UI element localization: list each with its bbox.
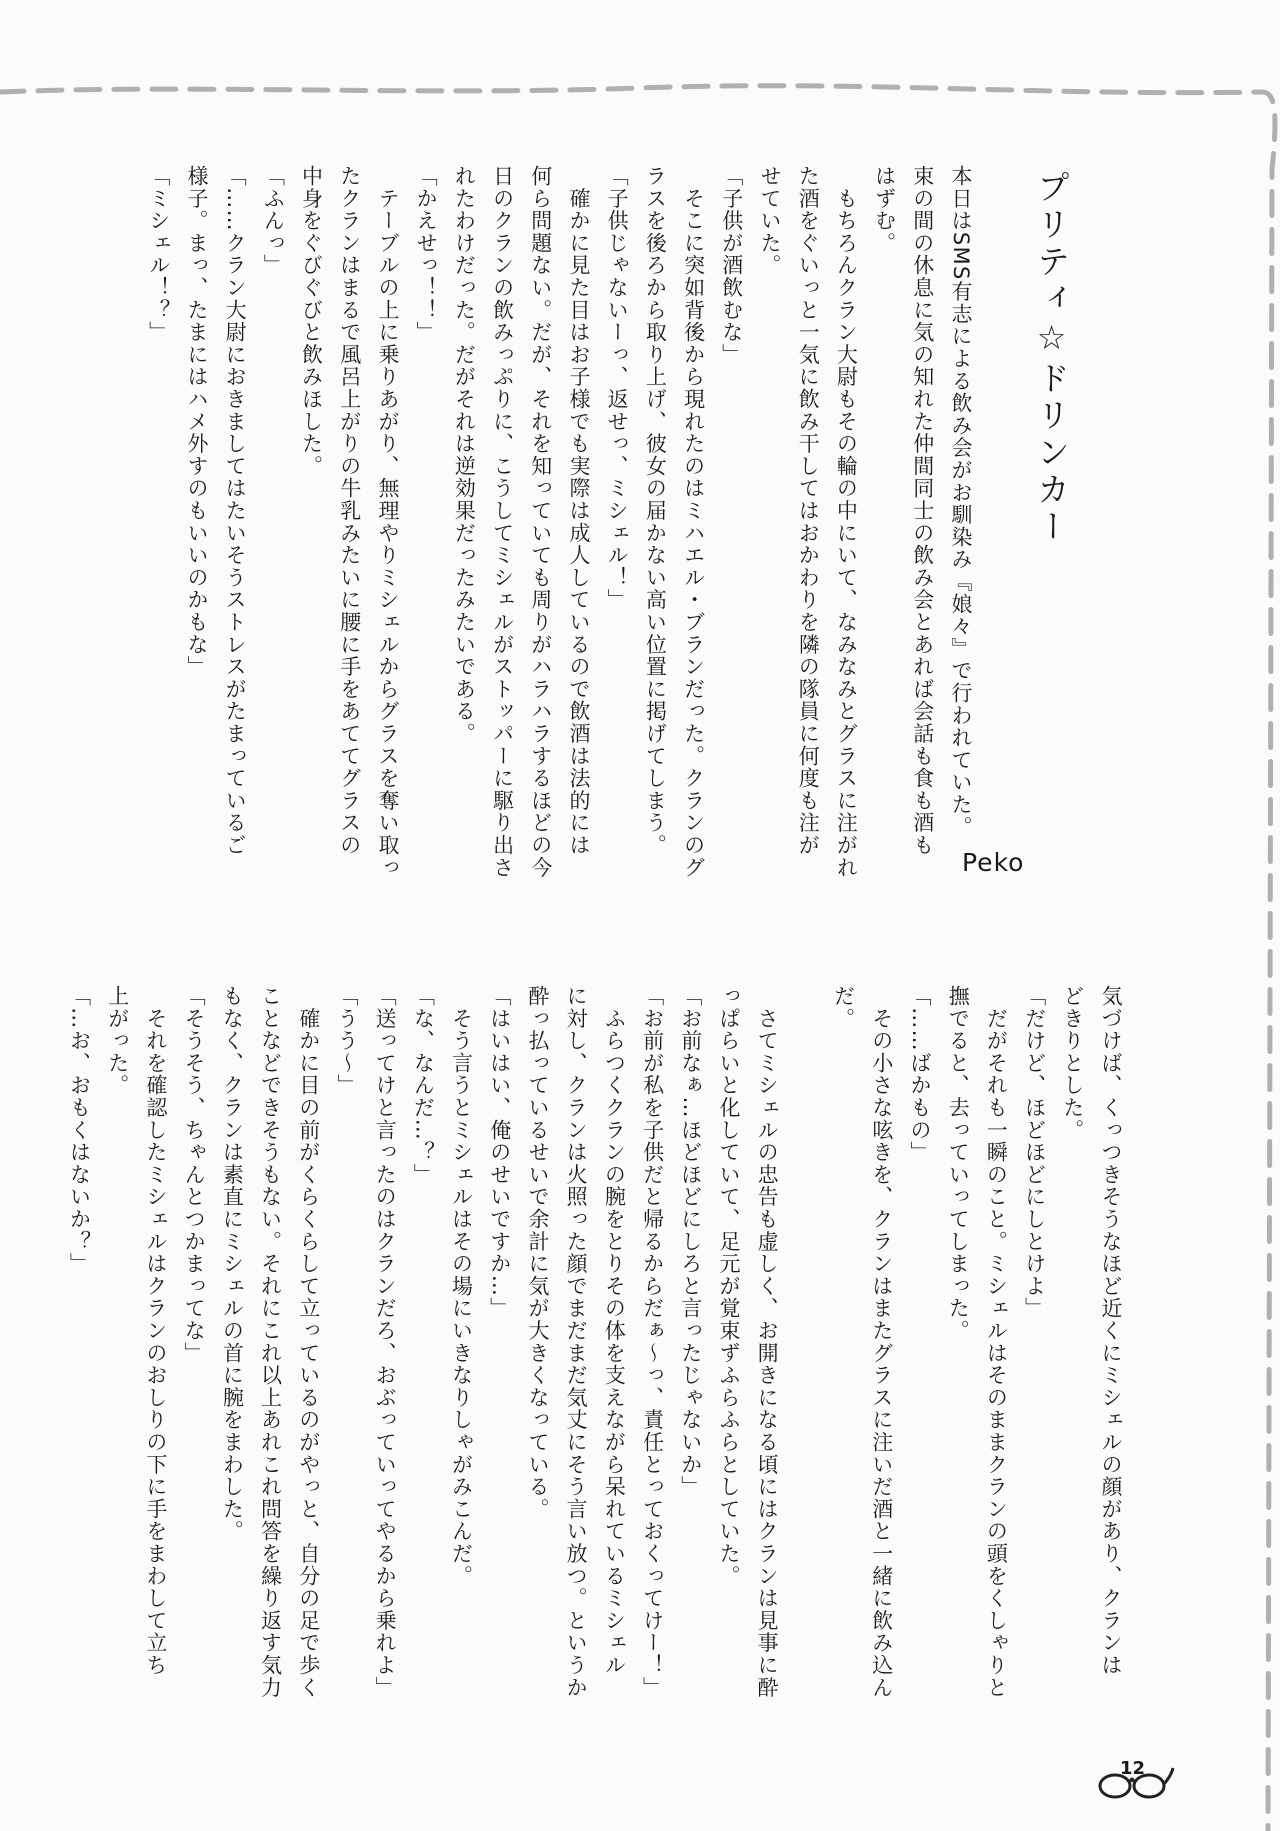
story-text-upper: 本日はSMS有志による飲み会がお馴染み『娘々』で行われていた。 束の間の休息に気の知れた仲間同士の飲み会とあれば会話も食も酒も はずむ。 もちろんクラン大尉もその輪の中にいて、なみなみとグラスに注がれ た酒をぐいっと一気に飲み干してはおかわりを隣の隊員に何度も注が せていた。 「子供が酒飲むな」 そこに突如背後から現れたのはミハエル・ブランだった。クランのグ ラスを後ろから取り上げ、彼女の届かない高い位置に掲げてしまう。 「子供じゃないーっ、返せっ、ミシェル！」 確かに見た目はお子様でも実際は成人しているので飲酒は法的には 何ら問題ない。だが、それを知っていても周りがハラハラするほどの今 日のクランの飲みっぷりに、こうしてミシェルがストッパーに駆り出さ れたわけだった。だがそれは逆効果だったみたいである。 「かえせっ！！」 テーブルの上に乗りあがり、無理やりミシェルからグラスを奪い取っ たクランはまるで風呂上がりの牛乳みたいに腰に手をあててグラスの 中身をぐびぐびと飲みほした。 「ふんっ」 「……クラン大尉におきましてはたいそうストレスがたまっているご 様子。まっ、たまにはハメ外すのもいいのかもな」 「ミシェル！？」 <box>146 165 973 879</box>
author-name: Peko <box>962 848 1025 877</box>
page-number: 12 <box>1120 1758 1146 1779</box>
story-title: プリティ☆ドリンカー <box>1032 170 1071 546</box>
story-text-lower: 気づけば、くっつきそうなほど近くにミシェルの顔があり、クランは どきりとした。 「だけど、ほどほどにしとけよ」 だがそれも一瞬のこと。ミシェルはそのままクランの頭をくしゃりと 撫でると、去っていってしまった。 「……ばかもの」 その小さな呟きを、クランはまたグラスに注いだ酒と一緒に飲み込ん だ。 さてミシェルの忠告も虚しく、お開きになる頃にはクランは見事に酔 っぱらいと化していて、足元が覚束ずふらふらとしていた。 「お前なぁ…ほどほどにしろと言ったじゃないか」 「お前が私を子供だと帰るからだぁ～っ、責任とっておくってけー！」 ふらつくクランの腕をとりその体を支えながら呆れているミシェル に対し、クランは火照った顔でまだまだ気丈にそう言い放つ。というか 酔っ払っているせいで余計に気が大きくなっている。 「はいはい、俺のせいですか…」 そう言うとミシェルはその場にいきなりしゃがみこんだ。 「な、なんだ…？」 「送ってけと言ったのはクランだろ、おぶっていってやるから乗れよ」 「うう～」 確かに目の前がくらくらして立っているのがやっと、自分の足で歩く ことなどできそうもない。それにこれ以上あれこれ問答を繰り返す気力 もなく、クランは素直にミシェルの首に腕をまわした。 「そうそう、ちゃんとつかまってな」 それを確認したミシェルはクランのおしりの下に手をまわして立ち 上がった。 「…お、おもくはないか？」 <box>67 985 1123 1699</box>
